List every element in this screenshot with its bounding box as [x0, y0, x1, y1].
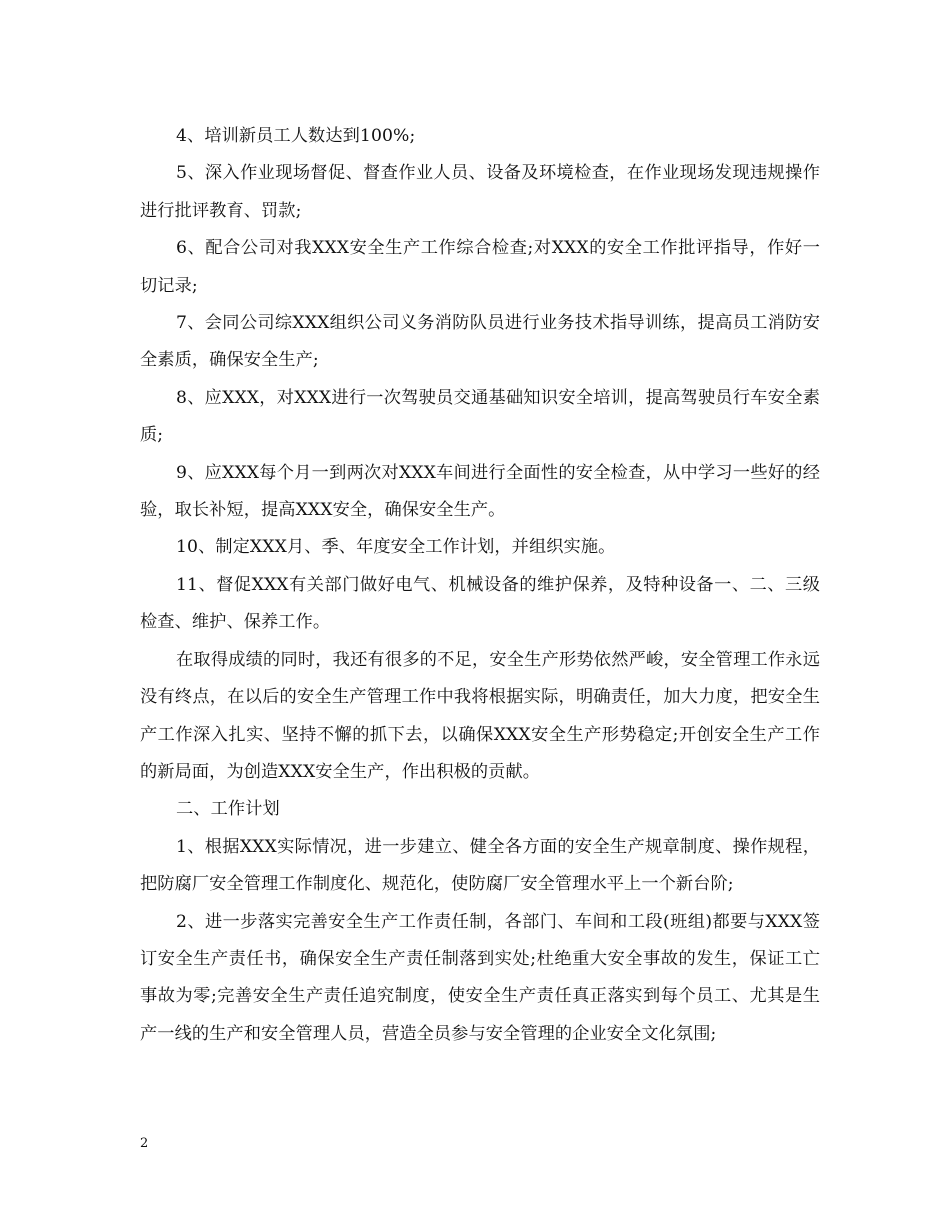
plan-item-1: 1、根据XXX实际情况，进一步建立、健全各方面的安全生产规章制度、操作规程，把防腐厂安全管理工作制度化、规范化，使防腐厂安全管理水平上一个新台阶; — [140, 836, 820, 895]
paragraph-item-6: 6、配合公司对我XXX安全生产工作综合检查;对XXX的安全工作批评指导，作好一切记录; — [140, 238, 820, 296]
paragraph-item-8: 8、应XXX，对XXX进行一次驾驶员交通基础知识安全培训，提高驾驶员行车安全素质; — [140, 387, 820, 446]
paragraph-item-11: 11、督促XXX有关部门做好电气、机械设备的维护保养，及特种设备一、二、三级检查、维护、保养工作。 — [140, 574, 820, 633]
document-body — [140, 118, 820, 1053]
paragraph-item-4: 4、培训新员工人数达到100%; — [176, 126, 416, 146]
plan-item-2: 2、进一步落实完善安全生产工作责任制，各部门、车间和工段(班组)都要与XXX签订安全生产责任书，确保安全生产责任制落到实处;杜绝重大安全事故的发生，保证工亡事故为零;完善安全生产责任追究制度，使安全生产责任真正落实到每个员工、尤其是生产一线的生产和安全管理人员，营造全员参与安全管理的企业安全文化氛围; — [140, 911, 820, 1044]
paragraph-item-10: 10、制定XXX月、季、年度安全工作计划，并组织实施。 — [176, 537, 616, 558]
paragraph-item-9: 9、应XXX每个月一到两次对XXX车间进行全面性的安全检查，从中学习一些好的经验，取长补短，提高XXX安全，确保安全生产。 — [140, 462, 820, 521]
section-heading-work-plan: 二、工作计划 — [176, 799, 280, 820]
summary-paragraph: 在取得成绩的同时，我还有很多的不足，安全生产形势依然严峻，安全管理工作永远没有终点，在以后的安全生产管理工作中我将根据实际，明确责任，加大力度，把安全生产工作深入扎实、坚持不懈的抓下去，以确保XXX安全生产形势稳定;开创安全生产工作的新局面，为创造XXX安全生产，作出积极的贡献。 — [140, 649, 820, 782]
page-number: 2 — [140, 1136, 149, 1151]
paragraph-item-5: 5、深入作业现场督促、督查作业人员、设备及环境检查，在作业现场发现违规操作进行批评教育、罚款; — [140, 163, 820, 221]
paragraph-item-7: 7、会同公司综XXX组织公司义务消防队员进行业务技术指导训练，提高员工消防安全素质，确保安全生产; — [140, 313, 820, 371]
